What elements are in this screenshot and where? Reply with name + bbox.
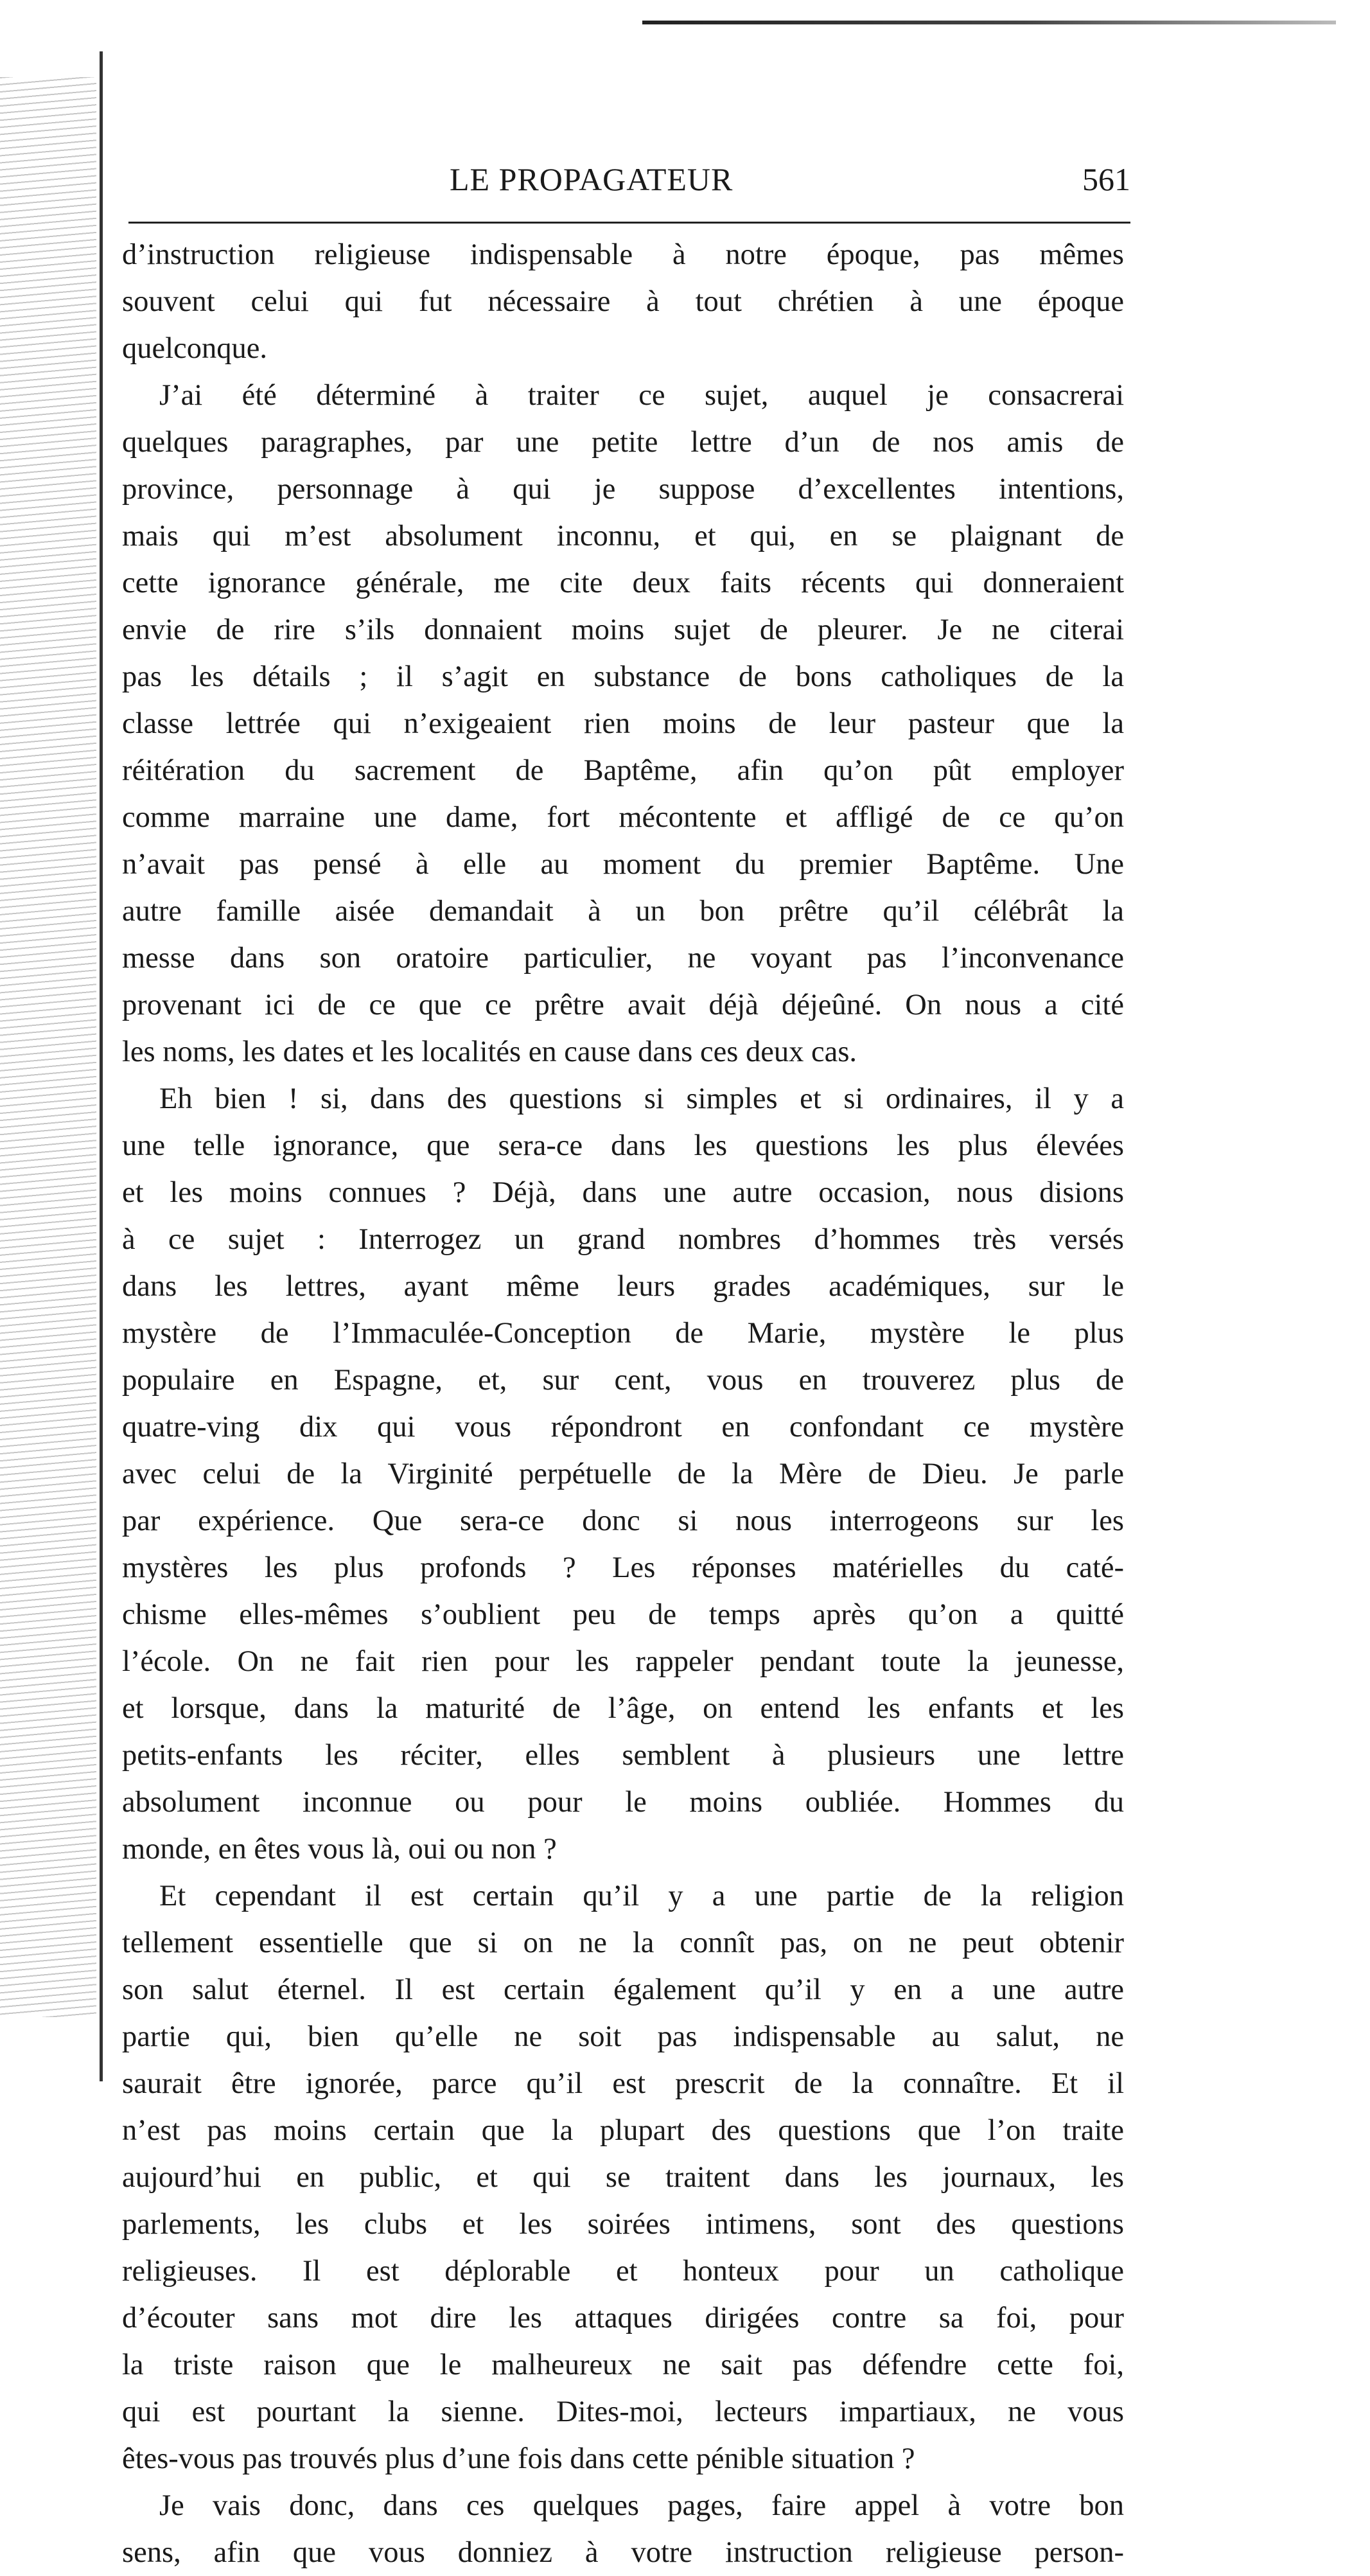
text-line: n’est pas moins certain que la plupart des questions que l’on traite (122, 2114, 1124, 2147)
text-line: pas les détails ; il s’agit en substance de bons catholiques de la (122, 660, 1124, 693)
text-line: et lorsque, dans la maturité de l’âge, on entend les enfants et les (122, 1692, 1124, 1725)
text-line: parlements, les clubs et les soirées intimens, sont des questions (122, 2208, 1124, 2241)
text-line: et les moins connues ? Déjà, dans une autre occasion, nous disions (122, 1176, 1124, 1209)
text-line: mystère de l’Immaculée-Conception de Marie, mystère le plus (122, 1317, 1124, 1350)
text-line: province, personnage à qui je suppose d’excellentes intentions, (122, 473, 1124, 506)
text-line: messe dans son oratoire particulier, ne voyant pas l’inconvenance (122, 942, 1124, 975)
text-line: absolument inconnue ou pour le moins oubliée. Hommes du (122, 1786, 1124, 1819)
text-line: souvent celui qui fut nécessaire à tout chrétien à une époque (122, 285, 1124, 318)
text-line: l’école. On ne fait rien pour les rappeler pendant toute la jeunesse, (122, 1645, 1124, 1678)
text-line: réitération du sacrement de Baptême, afin qu’on pût employer (122, 754, 1124, 787)
text-line: par expérience. Que sera-ce donc si nous interrogeons sur les (122, 1504, 1124, 1537)
text-line: chisme elles-mêmes s’oublient peu de temps après qu’on a quitté (122, 1598, 1124, 1631)
text-line: J’ai été déterminé à traiter ce sujet, auquel je consacrerai (159, 379, 1124, 412)
text-line: provenant ici de ce que ce prêtre avait déjà déjeûné. On nous a cité (122, 989, 1124, 1021)
text-line: religieuses. Il est déplorable et honteux pour un catholique (122, 2255, 1124, 2288)
text-line: partie qui, bien qu’elle ne soit pas indispensable au salut, ne (122, 2020, 1124, 2053)
top-edge-rule (642, 21, 1336, 24)
text-line: à ce sujet : Interrogez un grand nombres d’hommes très versés (122, 1223, 1124, 1256)
text-line: monde, en êtes vous là, oui ou non ? (122, 1833, 557, 1866)
text-line: quatre-ving dix qui vous répondront en confondant ce mystère (122, 1411, 1124, 1443)
text-line: saurait être ignorée, parce qu’il est prescrit de la connaître. Et il (122, 2067, 1124, 2100)
text-line: une telle ignorance, que sera-ce dans les questions les plus élevées (122, 1129, 1124, 1162)
binding-speckle (0, 77, 96, 2017)
header-rule (128, 222, 1130, 224)
text-line: son salut éternel. Il est certain également qu’il y en a une autre (122, 1973, 1124, 2006)
text-line: cette ignorance générale, me cite deux faits récents qui donneraient (122, 567, 1124, 599)
text-line: sens, afin que vous donniez à votre instruction religieuse person- (122, 2536, 1124, 2569)
binding-line (100, 51, 103, 2081)
text-line: quelconque. (122, 332, 267, 365)
text-line: petits-enfants les réciter, elles semblent à plusieurs une lettre (122, 1739, 1124, 1772)
text-line: quelques paragraphes, par une petite lettre d’un de nos amis de (122, 426, 1124, 459)
body-text (122, 231, 1124, 2576)
text-line: les noms, les dates et les localités en cause dans ces deux cas. (122, 1036, 857, 1068)
text-line: qui est pourtant la sienne. Dites-moi, lecteurs impartiaux, ne vous (122, 2395, 1124, 2428)
binding-edge (0, 51, 109, 2081)
text-line: avec celui de la Virginité perpétuelle de la Mère de Dieu. Je parle (122, 1458, 1124, 1490)
text-line: Je vais donc, dans ces quelques pages, faire appel à votre bon (159, 2489, 1124, 2522)
text-line: d’écouter sans mot dire les attaques dirigées contre sa foi, pour (122, 2302, 1124, 2334)
running-title: LE PROPAGATEUR (450, 161, 733, 197)
text-line: populaire en Espagne, et, sur cent, vous en trouverez plus de (122, 1364, 1124, 1397)
text-line: aujourd’hui en public, et qui se traitent dans les journaux, les (122, 2161, 1124, 2194)
text-line: comme marraine une dame, fort mécontente et affligé de ce qu’on (122, 801, 1124, 834)
text-line: autre famille aisée demandait à un bon prêtre qu’il célébrât la (122, 895, 1124, 928)
text-line: êtes-vous pas trouvés plus d’une fois dans cette pénible situation ? (122, 2442, 915, 2475)
running-header (128, 161, 1130, 199)
text-line: tellement essentielle que si on ne la connît pas, on ne peut obtenir (122, 1927, 1124, 1959)
text-line: dans les lettres, ayant même leurs grades académiques, sur le (122, 1270, 1124, 1303)
text-line: Et cependant il est certain qu’il y a une partie de la religion (159, 1880, 1124, 1912)
text-line: n’avait pas pensé à elle au moment du premier Baptême. Une (122, 848, 1124, 881)
page-number: 561 (1082, 161, 1130, 197)
text-line: classe lettrée qui n’exigeaient rien moins de leur pasteur que la (122, 707, 1124, 740)
text-line: envie de rire s’ils donnaient moins sujet de pleurer. Je ne citerai (122, 613, 1124, 646)
text-line: d’instruction religieuse indispensable à notre époque, pas mêmes (122, 238, 1124, 271)
text-line: mais qui m’est absolument inconnu, et qui, en se plaignant de (122, 520, 1124, 552)
text-line: la triste raison que le malheureux ne sait pas défendre cette foi, (122, 2349, 1124, 2381)
text-line: mystères les plus profonds ? Les réponses matérielles du caté- (122, 1551, 1124, 1584)
text-line: Eh bien ! si, dans des questions si simples et si ordinaires, il y a (159, 1082, 1124, 1115)
